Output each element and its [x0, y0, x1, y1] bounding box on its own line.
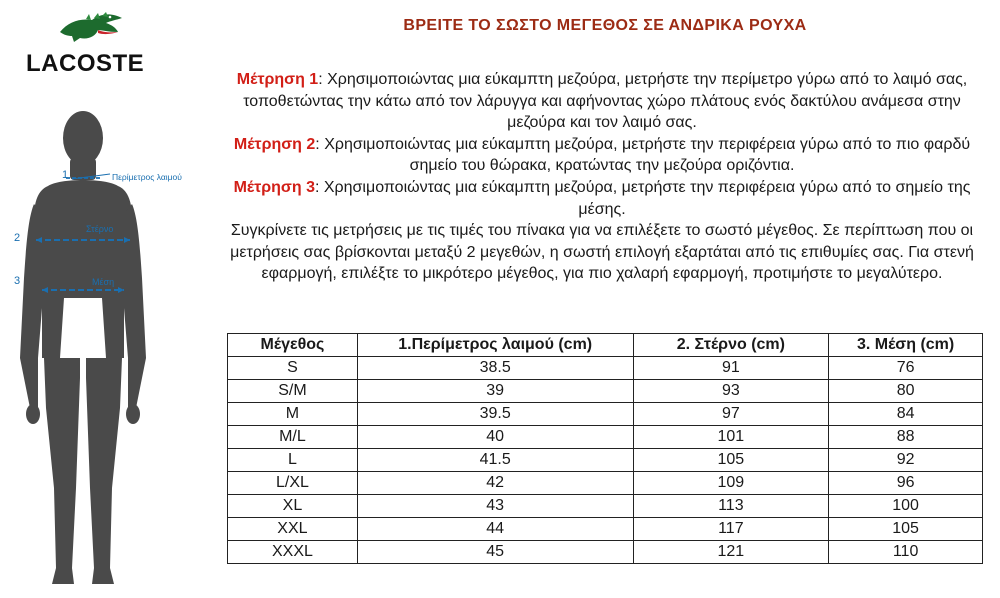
size-cell: XXXL [228, 541, 358, 564]
table-row [228, 357, 983, 380]
waist-cell: 96 [829, 472, 983, 495]
marker-3-number: 3 [14, 275, 21, 287]
chest-cell: 101 [633, 426, 829, 449]
header-neck: 1.Περίμετρος λαιμού (cm) [357, 334, 633, 357]
marker-3-label: Μέση [92, 277, 115, 287]
brand-logo [26, 8, 156, 78]
waist-cell: 100 [829, 495, 983, 518]
instruction-1 [218, 69, 986, 134]
instruction-1-label: Μέτρηση 1 [236, 71, 319, 88]
neck-cell: 42 [357, 472, 633, 495]
table-row [228, 403, 983, 426]
marker-1-label: Περίμετρος λαιμού [112, 172, 182, 182]
size-cell: S/M [228, 380, 358, 403]
waist-cell: 92 [829, 449, 983, 472]
table-row [228, 426, 983, 449]
instruction-3-label: Μέτρηση 3 [233, 178, 315, 196]
waist-cell: 76 [829, 357, 983, 380]
waist-cell: 110 [829, 541, 983, 564]
header-size: Μέγεθος [228, 334, 358, 357]
neck-cell: 39 [357, 380, 633, 403]
page-title: ΒΡΕΙΤΕ ΤΟ ΣΩΣΤΟ ΜΕΓΕΘΟΣ ΣΕ ΑΝΔΡΙΚΑ ΡΟΥΧΑ [403, 17, 807, 34]
size-cell: XL [228, 495, 358, 518]
instruction-3 [218, 177, 986, 220]
size-cell: XXL [228, 518, 358, 541]
instruction-1-text: : Χρησιμοποιώντας μια εύκαμπτη μεζούρα, μετρήστε την περίμετρο γύρω από το λαιμό σας, τοποθετώντας την κάτω από τον λάρυγγα και αφήνοντας χώρο πλάτους ενός δακτύλου ανάμεσα στην μεζούρα και τον λαιμό σας. [243, 71, 968, 132]
neck-cell: 38.5 [357, 357, 633, 380]
table-row [228, 449, 983, 472]
instruction-3-text: : Χρησιμοποιώντας μια εύκαμπτη μεζούρα, μετρήστε την περιφέρεια γύρω από το σημείο της μέσης. [314, 178, 971, 218]
chest-cell: 91 [633, 357, 829, 380]
size-chart-table [227, 333, 983, 564]
neck-cell: 40 [357, 426, 633, 449]
chest-cell: 117 [633, 518, 829, 541]
size-cell: M [228, 403, 358, 426]
chest-cell: 105 [633, 449, 829, 472]
chest-cell: 121 [633, 541, 829, 564]
chest-cell: 97 [633, 403, 829, 426]
table-row [228, 380, 983, 403]
table-row [228, 495, 983, 518]
neck-cell: 39.5 [357, 403, 633, 426]
neck-cell: 43 [357, 495, 633, 518]
table-row [228, 518, 983, 541]
header-waist: 3. Μέση (cm) [829, 334, 983, 357]
waist-cell: 80 [829, 380, 983, 403]
size-cell: L/XL [228, 472, 358, 495]
waist-cell: 105 [829, 518, 983, 541]
size-cell: L [228, 449, 358, 472]
measurement-instructions [218, 69, 986, 285]
instruction-2-text: : Χρησιμοποιώντας μια εύκαμπτη μεζούρα, μετρήστε την περιφέρεια γύρω από το πιο φαρδύ σημείο του θώρακα, κρατώντας την μεζούρα οριζόντια. [315, 135, 971, 175]
neck-cell: 44 [357, 518, 633, 541]
instruction-2 [218, 134, 986, 177]
body-measurement-diagram [0, 108, 200, 593]
waist-cell: 88 [829, 426, 983, 449]
table-row [228, 541, 983, 564]
neck-cell: 45 [357, 541, 633, 564]
neck-cell: 41.5 [357, 449, 633, 472]
instruction-2-label: Μέτρηση 2 [233, 135, 316, 153]
chest-cell: 113 [633, 495, 829, 518]
table-row [228, 472, 983, 495]
chest-cell: 109 [633, 472, 829, 495]
compare-instructions: Συγκρίνετε τις μετρήσεις με τις τιμές του πίνακα για να επιλέξετε το σωστό μέγεθος. Σε περίπτωση που οι μετρήσεις σας βρίσκονται μεταξύ 2 μεγεθών, η σωστή επιλογή εξαρτάται από τις επιθυμίες σας. Για στενή εφαρμογή, επιλέξτε το μικρότερο μέγεθος, για πιο χαλαρή εφαρμογή, προτιμήστε το μεγαλύτερο. [230, 222, 974, 283]
crocodile-logo-icon [58, 8, 124, 46]
size-cell: S [228, 357, 358, 380]
header-chest: 2. Στέρνο (cm) [633, 334, 829, 357]
waist-cell: 84 [829, 403, 983, 426]
brand-name: LACOSTE [26, 50, 145, 77]
marker-2-number: 2 [14, 232, 21, 244]
marker-2-label: Στέρνο [86, 224, 114, 234]
size-cell: M/L [228, 426, 358, 449]
chest-cell: 93 [633, 380, 829, 403]
marker-1-number: 1 [62, 169, 69, 181]
table-header-row [228, 334, 983, 357]
